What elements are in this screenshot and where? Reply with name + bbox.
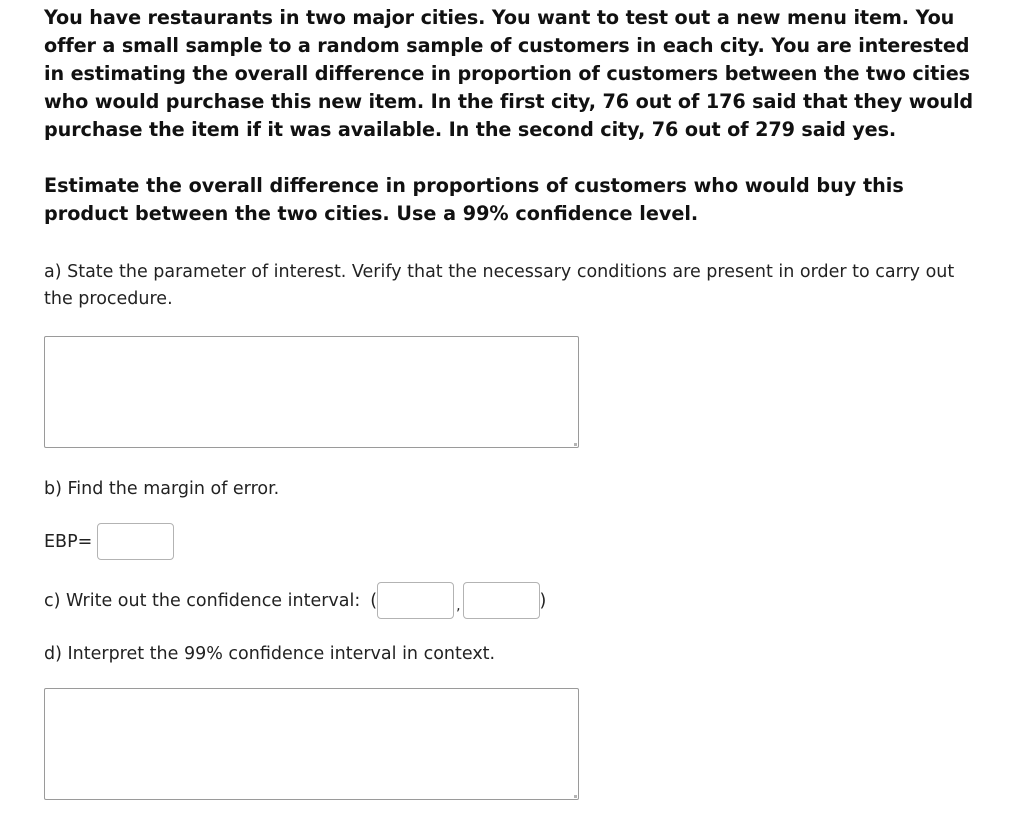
part-a-prompt: a) State the parameter of interest. Verify that the necessary conditions are present in order to carry out the procedure.: [44, 262, 955, 309]
resize-grip-icon[interactable]: [574, 795, 577, 798]
part-d-prompt: d) Interpret the 99% confidence interval in context.: [44, 644, 496, 664]
part-a-answer-textarea[interactable]: [44, 336, 579, 448]
part-d-answer-textarea[interactable]: [44, 688, 579, 800]
part-b-prompt: b) Find the margin of error.: [44, 479, 280, 499]
interval-close-paren: ): [539, 590, 547, 611]
interval-upper-input[interactable]: [463, 582, 540, 619]
task-statement: Estimate the overall difference in proportions of customers who would buy this product between the two cities. Use a 99% confidence level.: [44, 174, 904, 225]
problem-statement: You have restaurants in two major cities. You want to test out a new menu item. You offer a small sample to a random sample of customers in each city. You are interested in estimating the overall difference in proportion of customers between the two cities who would purchase this new item. In the first city, 76 out of 176 said that they would purchase the item if it was available. In the second city, 76 out of 279 said yes.: [44, 6, 974, 141]
part-c-prompt: c) Write out the confidence interval:: [44, 590, 361, 611]
ebp-input[interactable]: [97, 523, 174, 560]
interval-separator: ,: [456, 597, 461, 614]
ebp-row: [44, 523, 984, 560]
ebp-label: EBP=: [44, 531, 93, 552]
confidence-interval-row: [44, 582, 984, 619]
resize-grip-icon[interactable]: [574, 443, 577, 446]
interval-open-paren: (: [370, 590, 378, 611]
interval-lower-input[interactable]: [377, 582, 454, 619]
question-container: [44, 4, 984, 800]
